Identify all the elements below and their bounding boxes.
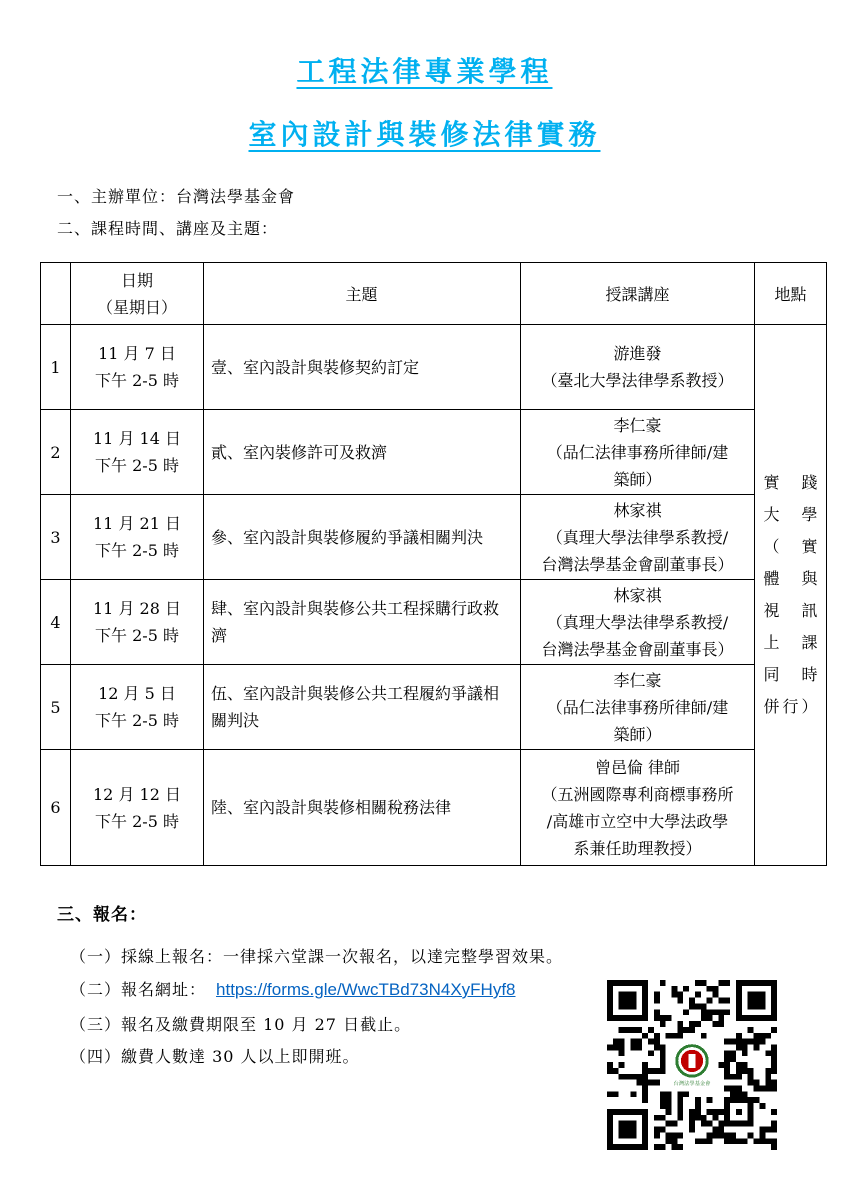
row-topic-text: 肆、室內設計與裝修公共工程採購行政救濟 <box>211 599 500 645</box>
header-number <box>41 263 71 325</box>
row-date <box>71 495 204 580</box>
location-line: 視 訊 <box>763 601 818 620</box>
row-date-time: 下午 2-5 時 <box>95 541 179 560</box>
schedule-heading: 二、課程時間、講座及主題： <box>57 219 279 238</box>
row-date-day: 12 月 5 日 <box>98 684 176 703</box>
row-topic-text: 陸、室內設計與裝修相關稅務法律 <box>211 798 452 817</box>
logo-text <box>674 1079 712 1087</box>
header-date <box>71 263 204 325</box>
row-topic-text: 貳、室內裝修許可及救濟 <box>211 442 388 462</box>
location-line: 大學 <box>763 505 818 524</box>
location-line: 併行） <box>763 697 818 716</box>
row-topic-text: 參、室內設計與裝修履約爭議相關判決 <box>211 527 484 547</box>
location-line: 上 課 <box>763 633 818 652</box>
row-lecturer <box>521 665 755 750</box>
row-date <box>71 580 204 665</box>
header-topic: 主題 <box>204 263 521 325</box>
lecturer-name: 林家祺 <box>613 500 662 520</box>
row-topic <box>204 495 521 580</box>
table-row <box>41 665 827 750</box>
location-cell <box>755 325 827 866</box>
row-date-time: 下午 2-5 時 <box>95 811 179 831</box>
row-topic <box>204 325 521 410</box>
row-date <box>71 665 204 750</box>
lecturer-title: 築師） <box>613 469 662 489</box>
registration-item-deadline: （三）報名及繳費期限至 10 月 27 日截止。 <box>70 1015 412 1034</box>
program-title: 工程法律專業學程 <box>296 55 553 88</box>
course-schedule-table <box>40 262 827 866</box>
table-row <box>41 410 827 495</box>
header-location: 地點 <box>755 263 827 325</box>
lecturer-title: （真理大學法律學系教授/ <box>546 612 729 632</box>
row-topic-text: 壹、室內設計與裝修契約訂定 <box>211 357 420 377</box>
lecturer-name: 曾邑倫 律師 <box>594 757 681 777</box>
row-number: 5 <box>41 665 71 750</box>
lecturer-title: （品仁法律事務所律師/建 <box>546 442 729 462</box>
row-number: 6 <box>41 750 71 866</box>
location-line: 實 踐 <box>763 473 818 492</box>
lecturer-title: 系兼任助理教授） <box>573 838 702 858</box>
row-lecturer <box>521 495 755 580</box>
row-date-day: 12 月 12 日 <box>93 784 181 804</box>
row-date-day: 11 月 14 日 <box>93 429 181 448</box>
lecturer-title: 築師） <box>613 724 662 744</box>
lecturer-title: （品仁法律事務所律師/建 <box>546 697 729 717</box>
lecturer-name: 李仁豪 <box>613 415 662 435</box>
row-number: 2 <box>41 410 71 495</box>
logo-icon <box>667 1040 716 1089</box>
registration-url-label: （二）報名網址： <box>70 980 207 999</box>
row-topic <box>204 665 521 750</box>
row-date-day: 11 月 28 日 <box>93 599 181 618</box>
location-line: 同 時 <box>763 665 818 684</box>
row-number: 1 <box>41 325 71 410</box>
header-date-label: 日期 <box>120 270 153 290</box>
lecturer-name: 林家祺 <box>613 585 662 605</box>
row-date <box>71 410 204 495</box>
row-lecturer <box>521 410 755 495</box>
registration-item-url <box>70 977 516 1000</box>
table-row <box>41 495 827 580</box>
registration-link[interactable]: https://forms.gle/WwcTBd73N4XyFHyf8 <box>216 980 516 999</box>
lecturer-title: 台灣法學基金會副董事長） <box>541 554 734 574</box>
location-line: （ 實 <box>763 537 818 556</box>
table-row <box>41 750 827 866</box>
lecturer-title: （真理大學法律學系教授/ <box>546 527 729 547</box>
lecturer-title: /高雄市立空中大學法政學 <box>546 811 729 831</box>
row-topic <box>204 580 521 665</box>
row-date-time: 下午 2-5 時 <box>95 711 179 730</box>
lecturer-title: 台灣法學基金會副董事長） <box>541 639 734 659</box>
row-topic <box>204 410 521 495</box>
table-row <box>41 580 827 665</box>
header-date-weekday: （星期日） <box>96 297 177 317</box>
table-header-row <box>41 263 827 325</box>
row-number: 4 <box>41 580 71 665</box>
row-topic-text: 伍、室內設計與裝修公共工程履約爭議相關判決 <box>211 684 500 730</box>
row-date-time: 下午 2-5 時 <box>95 371 179 390</box>
row-date-time: 下午 2-5 時 <box>95 456 179 475</box>
course-title: 室內設計與裝修法律實務 <box>248 118 601 151</box>
registration-heading: 三、報名： <box>57 905 147 925</box>
row-lecturer <box>521 750 755 866</box>
table-row <box>41 325 827 410</box>
lecturer-name: 李仁豪 <box>613 670 662 690</box>
registration-item-minimum: （四）繳費人數達 30 人以上即開班。 <box>70 1047 360 1066</box>
lecturer-name: 游進發 <box>613 344 662 363</box>
row-date-time: 下午 2-5 時 <box>95 626 179 645</box>
lecturer-title: （五洲國際專利商標事務所 <box>541 784 734 804</box>
lecturer-title: （臺北大學法律學系教授） <box>541 371 734 390</box>
qr-code[interactable] <box>607 980 777 1150</box>
registration-item-online: （一）採線上報名：一律採六堂課一次報名，以達完整學習效果。 <box>70 947 564 966</box>
row-lecturer <box>521 580 755 665</box>
row-date-day: 11 月 7 日 <box>98 344 176 363</box>
row-number: 3 <box>41 495 71 580</box>
row-date <box>71 750 204 866</box>
row-date-day: 11 月 21 日 <box>93 514 181 533</box>
header-lecturer: 授課講座 <box>521 263 755 325</box>
row-topic <box>204 750 521 866</box>
row-date <box>71 325 204 410</box>
organizer-line: 一、主辦單位：台灣法學基金會 <box>57 187 296 206</box>
location-line: 體 與 <box>763 569 818 588</box>
row-lecturer <box>521 325 755 410</box>
